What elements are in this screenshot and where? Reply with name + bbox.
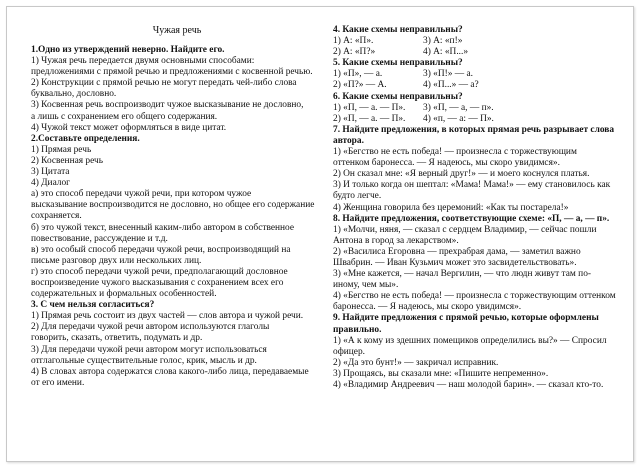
text-line: содержательных и формальных особенностей.	[31, 289, 217, 300]
text-line: воспроизведение чужого высказывания с сохранением всех его	[31, 277, 284, 288]
text-line: 1) Прямая речь состоит из двух частей — слов автора и чужой речи.	[31, 311, 304, 322]
question-heading: 5. Какие схемы неправильны?	[333, 58, 463, 69]
text-line: 4) Диалог	[31, 178, 71, 189]
text-line: 4) Женщина говорила без церемоний: «Как ты постарела!»	[333, 202, 569, 213]
scheme-option: 2) А: «П?»	[333, 47, 376, 58]
scheme-option-row	[333, 114, 625, 125]
text-line: 2) «Василиса Егоровна — прехрабрая дама, — заметил важно	[333, 246, 581, 257]
text-line: а лишь с сохранением его общего содержания.	[31, 111, 218, 122]
text-line: баронесса. — Я надеюсь, мы скоро увидимся».	[333, 302, 522, 313]
scheme-option: 4) «П...» — а?	[423, 80, 479, 91]
question-heading: автора.	[333, 135, 364, 146]
scheme-option: 3) «П, — а, — п».	[423, 102, 494, 113]
scheme-option: 4) «п, — а: — П».	[423, 113, 494, 124]
scheme-option-row	[333, 103, 625, 114]
text-line: буквально, дословно.	[31, 89, 117, 100]
scheme-option: 1) А: «П».	[333, 36, 374, 47]
scheme-option-row	[333, 36, 625, 47]
text-line: 1) «Молчи, няня, — сказал с сердцем Владимир, — сейчас пошли	[333, 224, 597, 235]
question-heading: 7. Найдите предложения, в которых прямая речь разрывает слова	[333, 124, 615, 135]
text-line: сохраняется.	[31, 211, 82, 222]
text-line: а) это способ передачи чужой речи, при котором чужое	[31, 189, 252, 200]
scheme-option: 4) А: «П...»	[423, 47, 469, 58]
question-heading: правильно.	[333, 324, 382, 335]
question-heading: 2.Составьте определения.	[31, 133, 140, 144]
text-line: офицер.	[333, 346, 365, 357]
question-heading: 4. Какие схемы неправильны?	[333, 25, 463, 35]
text-line: письме разговор двух или нескольких лиц.	[31, 255, 202, 266]
text-line: 3) Для передачи чужой речи автором могут использоваться	[31, 344, 267, 355]
text-line: оттенком баронесса. — Я надеюсь, мы скоро увидимся».	[333, 158, 560, 169]
question-heading: 6. Какие схемы неправильны?	[333, 91, 463, 102]
scheme-option-row	[333, 80, 625, 91]
text-line: повествование, рассуждение и т.д.	[31, 233, 168, 244]
text-line: от его имени.	[31, 377, 85, 388]
text-line: говорить, сказать, ответить, подумать и др.	[31, 333, 203, 344]
page-title: Чужая речь	[152, 25, 202, 36]
text-line: предложениями с прямой речью и предложениями с косвенной речью.	[31, 67, 313, 78]
text-line: 1) Чужая речь передается двумя основными способами:	[31, 56, 255, 67]
scheme-option: 2) «П, — а. — П».	[333, 113, 406, 124]
scheme-option: 3) А: «п!»	[423, 36, 463, 47]
scheme-option: 2) «П?» — А.	[333, 80, 387, 91]
right-column-body	[333, 25, 625, 391]
scheme-option: 3) «П!» — а.	[423, 69, 473, 80]
left-column-body	[31, 45, 323, 389]
text-line: 4) «Владимир Андреевич — наш молодой барин». — сказал кто-то.	[333, 380, 604, 390]
text-line: 2) Конструкции с прямой речью не могут передать чей-либо слова	[31, 78, 297, 89]
text-line: 1) «Бегство не есть победа! — произнесла с торжествующим	[333, 147, 577, 158]
text-line: 2) «Да это бунт!» — закричал исправник.	[333, 357, 499, 368]
text-line: будто легче.	[333, 191, 382, 202]
text-line: 1) Прямая речь	[31, 144, 92, 155]
text-line: 3) И только когда он шептал: «Мама! Мама!» — ему становилось как	[333, 180, 611, 191]
scheme-option: 1) «П, — а. — П».	[333, 102, 406, 113]
text-line: Швабрин. — Иван Кузьмич может это засвидетельствовать».	[333, 257, 577, 268]
text-line: 3) «Мне кажется, — начал Вергилин, — что людн живут там по-	[333, 269, 592, 280]
text-line: 3) Цитата	[31, 167, 70, 178]
question-heading: 3. С чем нельзя согласиться?	[31, 300, 155, 311]
text-line: г) это способ передачи чужой речи, предполагающий дословное	[31, 266, 288, 277]
text-line: 2) Для передачи чужой речи автором используются глаголы	[31, 322, 270, 333]
text-line: 4) В словах автора содержатся слова какого-либо лица, передаваемые	[31, 366, 309, 377]
text-line: в) это особый способ передачи чужой речи, воспроизводящий на	[31, 244, 291, 255]
left-column	[31, 7, 323, 389]
text-line: иному, чем мы».	[333, 280, 399, 291]
text-line: 2) Косвенная речь	[31, 155, 104, 166]
text-line: высказывание воспроизводится не дословно, но общее его содержание	[31, 200, 315, 211]
text-line: 4) «Бегство не есть победа! — произнесла с торжествующим оттенком	[333, 291, 616, 302]
text-line: 3) Косвенная речь воспроизводит чужое высказывание не дословно,	[31, 100, 304, 111]
text-line: отглагольные существительные голос, крик, мысль и др.	[31, 355, 257, 366]
text-line: 4) Чужой текст может оформляться в виде цитат.	[31, 122, 227, 133]
scheme-option: 1) «П», — а.	[333, 69, 383, 80]
scheme-option-row	[333, 69, 625, 80]
right-column	[333, 7, 625, 391]
question-heading: 8. Найдите предложения, соответствующие схеме: «П, — а, — п».	[333, 213, 610, 224]
question-heading: 1.Одно из утверждений неверно. Найдите его.	[31, 45, 225, 55]
text-line: 3) Прощаясь, вы сказали мне: «Пишите непременно».	[333, 368, 549, 379]
text-line: 1) «А к кому из здешних помещиков определились вы?» — Спросил	[333, 335, 607, 346]
document-page	[6, 6, 634, 462]
question-heading: 9. Найдите предложения с прямой речью, которые оформлены	[333, 313, 599, 324]
text-line: Антона в город за лекарством».	[333, 235, 459, 246]
scheme-option-row	[333, 47, 625, 58]
text-line: 2) Он сказал мне: «Я верный друг!» — и моего коснулся платья.	[333, 169, 590, 180]
text-line: б) это чужой текст, внесенный каким-либо автором в собственное	[31, 222, 294, 233]
